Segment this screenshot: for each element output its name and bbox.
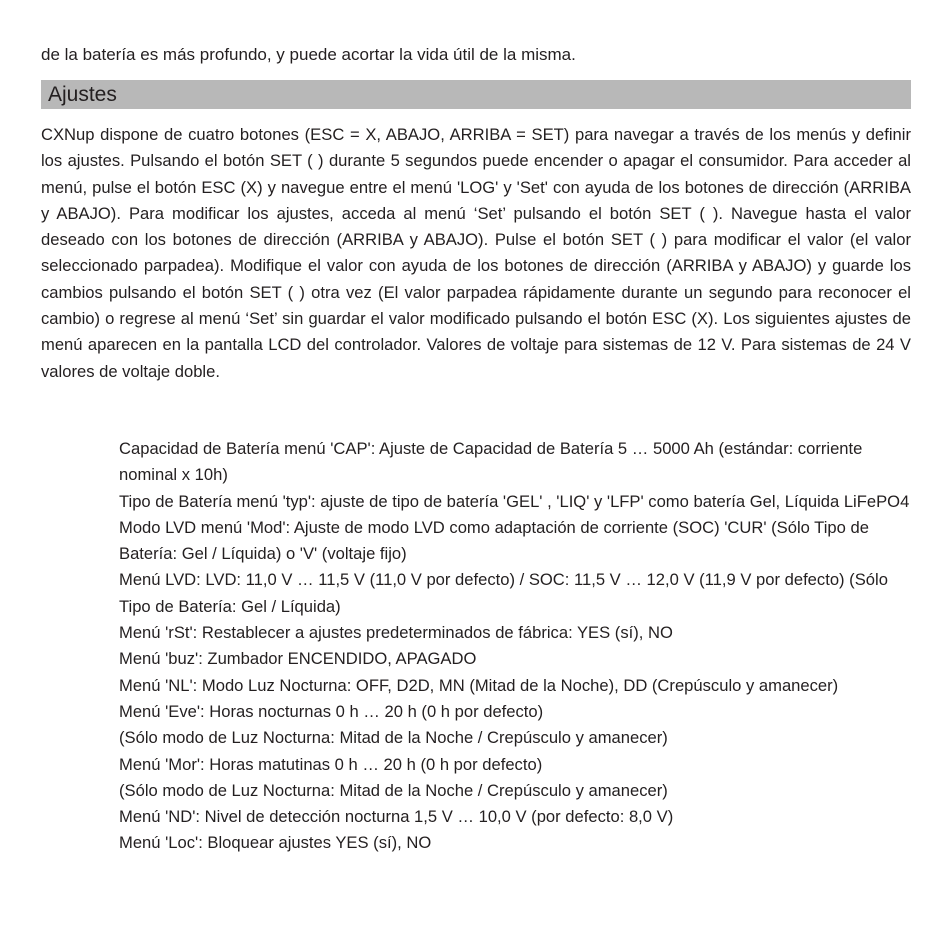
continued-text-line: de la batería es más profundo, y puede acortar la vida útil de la misma. — [41, 45, 576, 64]
list-item: (Sólo modo de Luz Nocturna: Mitad de la Noche / Crepúsculo y amanecer) — [119, 728, 668, 748]
list-item: Menú 'buz': Zumbador ENCENDIDO, APAGADO — [119, 649, 477, 669]
list-item: Capacidad de Batería menú 'CAP': Ajuste de Capacidad de Batería 5 … 5000 Ah (estándar: corriente nominal x 10h) — [119, 439, 863, 485]
list-item: Menú LVD: LVD: 11,0 V … 11,5 V (11,0 V por defecto) / SOC: 11,5 V … 12,0 V (11,9 V por defecto) (Sólo Tipo de Batería: Gel / Líquida) — [119, 570, 888, 616]
list-item: Menú 'Eve': Horas nocturnas 0 h … 20 h (0 h por defecto) — [119, 701, 544, 721]
list-item: Menú 'NL': Modo Luz Nocturna: OFF, D2D, MN (Mitad de la Noche), DD (Crepúsculo y amanecer) — [119, 675, 839, 695]
list-item: Menú 'Mor': Horas matutinas 0 h … 20 h (0 h por defecto) — [119, 754, 543, 774]
list-item: Menú 'Loc': Bloquear ajustes YES (sí), NO — [119, 833, 432, 853]
list-item: (Sólo modo de Luz Nocturna: Mitad de la Noche / Crepúsculo y amanecer) — [119, 780, 668, 800]
section-title: Ajustes — [48, 83, 117, 106]
intro-paragraph: CXNup dispone de cuatro botones (ESC = X, ABAJO, ARRIBA = SET) para navegar a través de los menús y definir los ajustes. Pulsando el botón SET ( ) durante 5 segundos puede encender o apagar el consumidor. Para acceder al menú, pulse el botón ESC (X) y navegue entre el menú 'LOG' y 'Set' con ayuda de los botones de dirección (ARRIBA y ABAJO). Para modificar los ajustes, acceda al menú ‘Set’ pulsando el botón SET ( ). Navegue hasta el valor deseado con los botones de dirección (ARRIBA y ABAJO). Pulse el botón SET ( ) para modificar el valor (el valor seleccionado parpadea). Modifique el valor con ayuda de los botones de dirección (ARRIBA y ABAJO) y guarde los cambios pulsando el botón SET ( ) otra vez (El valor parpadea rápidamente durante un segundo para reconocer el cambio) o regrese al menú ‘Set’ sin guardar el valor modificado pulsando el botón ESC (X). Los siguientes ajustes de menú aparecen en la pantalla LCD del controlador. Valores de voltaje para sistemas de 12 V. Para sistemas de 24 V valores de voltaje doble. — [41, 125, 911, 381]
section-header-bar — [41, 80, 911, 109]
settings-list — [119, 436, 911, 857]
list-item: Menú 'rSt': Restablecer a ajustes predeterminados de fábrica: YES (sí), NO — [119, 623, 673, 643]
list-item: Modo LVD menú 'Mod': Ajuste de modo LVD como adaptación de corriente (SOC) 'CUR' (Sólo Tipo de Batería: Gel / Líquida) o 'V' (voltaje fijo) — [119, 517, 869, 564]
list-item: Menú 'ND': Nivel de detección nocturna 1,5 V … 10,0 V (por defecto: 8,0 V) — [119, 807, 674, 827]
list-item: Tipo de Batería menú 'typ': ajuste de tipo de batería 'GEL' , 'LIQ' y 'LFP' como batería Gel, Líquida LiFePO4 — [119, 491, 910, 511]
